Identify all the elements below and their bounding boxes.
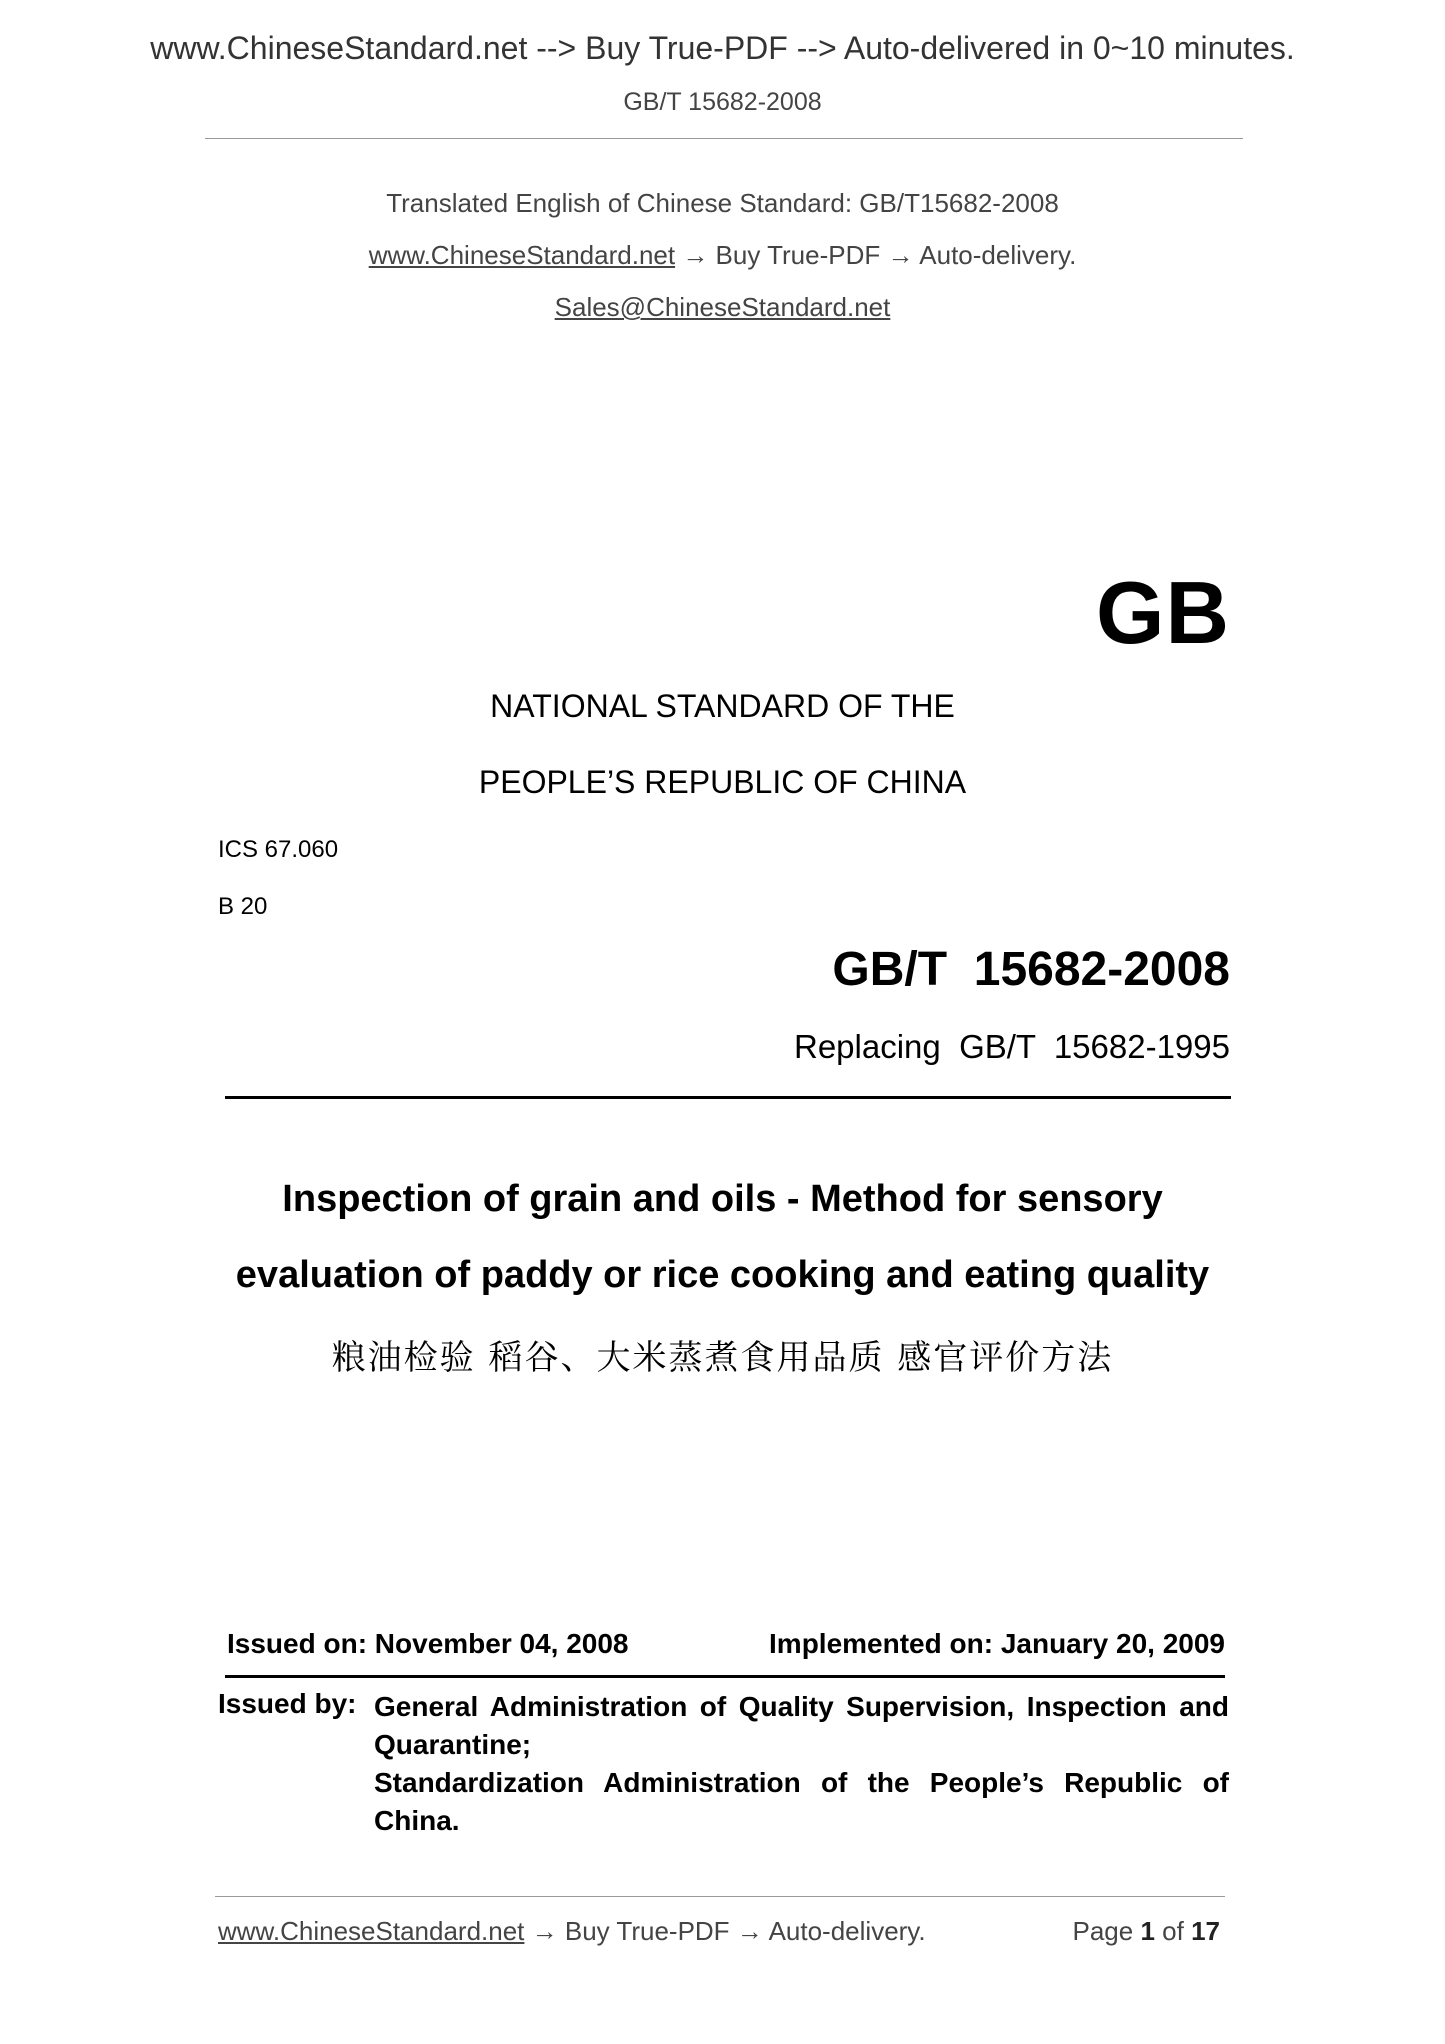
header-divider: [205, 138, 1243, 139]
footer-divider: [215, 1896, 1225, 1897]
header-standard-code: GB/T 15682-2008: [623, 88, 822, 116]
page-label: Page: [1072, 1916, 1134, 1946]
standard-number: GB/T 15682-2008: [832, 943, 1230, 996]
national-standard-line-2: PEOPLE’S REPUBLIC OF CHINA: [478, 764, 967, 800]
page-number: 1: [1140, 1916, 1155, 1946]
translation-note: Translated English of Chinese Standard: GB/T15682-2008: [386, 188, 1059, 218]
header-banner: www.ChineseStandard.net --> Buy True-PDF --> Auto-delivered in 0~10 minutes.: [150, 30, 1295, 66]
website-link[interactable]: www.ChineseStandard.net: [368, 240, 676, 270]
dates-divider: [225, 1675, 1225, 1678]
issuer-1: General Administration of Quality Supervision, Inspection and Quarantine;: [374, 1691, 1229, 1760]
footer-website-link[interactable]: www.ChineseStandard.net: [218, 1916, 525, 1946]
website-tail: → Buy True-PDF → Auto-delivery.: [675, 240, 1077, 270]
page-indicator: [1072, 1916, 1220, 1947]
page-total: 17: [1191, 1916, 1220, 1946]
dates-row: [225, 1628, 1225, 1670]
replacing-standard: Replacing GB/T 15682-1995: [793, 1028, 1230, 1065]
title-line-2: evaluation of paddy or rice cooking and eating quality: [235, 1254, 1210, 1296]
sales-line: [0, 292, 1445, 323]
issued-by-organizations: [374, 1688, 1229, 1840]
gb-mark: GB: [1096, 563, 1230, 662]
sales-email-link[interactable]: Sales@ChineseStandard.net: [554, 292, 891, 322]
title-divider: [225, 1096, 1231, 1099]
national-standard-line-1: NATIONAL STANDARD OF THE: [490, 688, 955, 724]
issued-by-label: Issued by:: [218, 1688, 357, 1719]
chinese-title: 粮油检验 稻谷、大米蒸煮食用品质 感官评价方法: [331, 1338, 1114, 1378]
title-line-1: Inspection of grain and oils - Method for sensory: [282, 1178, 1163, 1220]
footer-website-line: [218, 1916, 926, 1947]
footer-website-tail: → Buy True-PDF → Auto-delivery.: [524, 1916, 926, 1946]
issuer-2: Standardization Administration of the People’s Republic of China.: [374, 1767, 1229, 1836]
ccs-code: B 20: [218, 893, 268, 920]
issued-on-date: Issued on: November 04, 2008: [227, 1628, 629, 1659]
implemented-on-date: Implemented on: January 20, 2009: [769, 1628, 1225, 1659]
ics-code: ICS 67.060: [218, 836, 339, 863]
of-label: of: [1162, 1916, 1184, 1946]
website-line: [0, 240, 1445, 271]
